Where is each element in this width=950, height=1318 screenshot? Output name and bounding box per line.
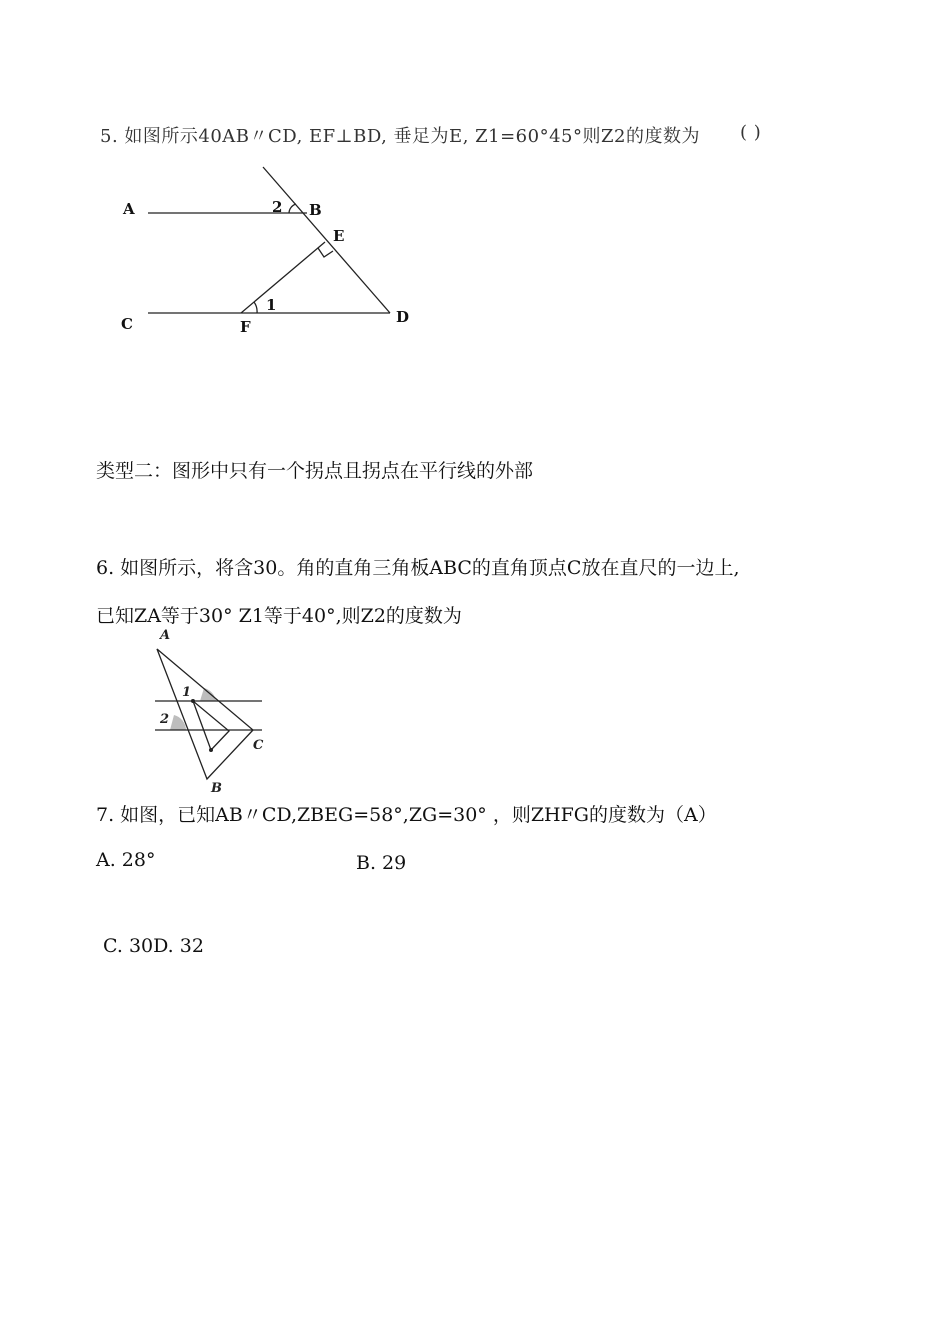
- label-c: C: [121, 315, 133, 333]
- label-angle-2: 2: [160, 712, 170, 727]
- label-c: C: [253, 738, 264, 753]
- question-5-text: 5. 如图所示40AB〃CD, EF⊥BD, 垂足为E, Z1=60°45°则Z2的度数为: [100, 126, 700, 147]
- label-angle-1: 1: [182, 685, 192, 700]
- question-7: 7. 如图，已知AB〃CD,ZBEG=58°,ZG=30° ，则ZHFG的度数为（A）: [96, 804, 717, 826]
- label-a: A: [160, 628, 171, 643]
- label-b: B: [211, 781, 222, 796]
- label-a: A: [123, 200, 135, 218]
- label-d: D: [396, 308, 410, 326]
- option-a: A. 28°: [96, 849, 156, 871]
- inner-triangle-cutout: [193, 701, 229, 750]
- section-heading: 类型二：图形中只有一个拐点且拐点在平行线的外部: [96, 460, 534, 482]
- question-6-line-2: 已知ZA等于30° Z1等于40°,则Z2的度数为: [96, 605, 462, 627]
- answer-parentheses: ( ): [740, 122, 762, 143]
- option-b: B. 29: [356, 852, 407, 874]
- label-e: E: [333, 227, 345, 245]
- triangle-abc: [157, 649, 253, 779]
- label-angle-2: 2: [272, 198, 283, 216]
- label-f: F: [240, 318, 251, 336]
- label-b: B: [309, 201, 322, 219]
- angle-shading: [170, 688, 216, 730]
- options-c-d: C. 30D. 32: [103, 935, 204, 957]
- question-6-line-1: 6. 如图所示，将含30。角的直角三角板ABC的直角顶点C放在直尺的一边上,: [96, 557, 740, 579]
- label-angle-1: 1: [266, 296, 277, 314]
